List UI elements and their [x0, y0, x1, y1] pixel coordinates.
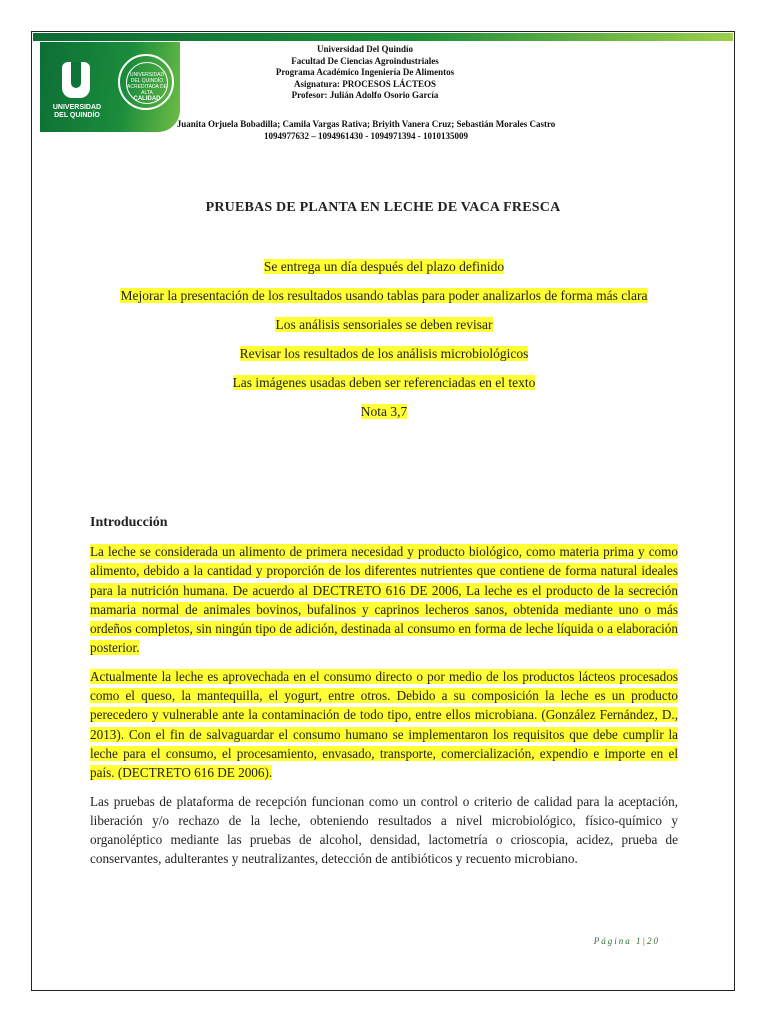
accreditation-seal — [118, 54, 174, 110]
authors-ids: 1094977632 – 1094961430 - 1094971394 - 1010135009 — [264, 130, 468, 141]
header-university: Universidad Del Quindío — [316, 44, 414, 54]
note-item: Revisar los resultados de los análisis microbiológicos — [239, 346, 529, 361]
paragraph-3: Las pruebas de plataforma de recepción funcionan como un control o criterio de calidad para la aceptación, liberación y/o rechazo de la leche, obteniendo resultados a nivel microbiológico, físico-químico y organoléptico mediante las pruebas de alcohol, densidad, lactometría o crioscopia, acidez, prueba de conservantes, adulterantes y neutralizantes, detección de antibióticos y recuento microbiano. — [90, 793, 678, 867]
note-item: Los análisis sensoriales se deben revisar — [275, 317, 493, 332]
header-professor: Profesor: Julián Adolfo Osorio García — [291, 90, 439, 100]
authors-names: Juanita Orjuela Bobadilla; Camila Vargas Rativa; Briyith Vanera Cruz; Sebastián Morales Castro — [176, 119, 556, 129]
header-subject: Asignatura: PROCESOS LÁCTEOS — [293, 78, 437, 89]
university-logo — [40, 42, 180, 132]
seal-line-3: CALIDAD — [133, 96, 161, 102]
seal-line-2: ACREDITADA DE ALTA — [127, 84, 167, 96]
header-band — [33, 33, 733, 41]
logo-university-name: UNIVERSIDAD DEL QUINDÍO — [52, 104, 102, 119]
note-item: Se entrega un día después del plazo definido — [263, 259, 505, 274]
introduction-body — [90, 542, 678, 878]
note-item: Las imágenes usadas deben ser referenciadas en el texto — [232, 375, 536, 390]
section-title-introduccion: Introducción — [90, 515, 168, 530]
document-header — [175, 44, 555, 102]
document-title: PRUEBAS DE PLANTA EN LECHE DE VACA FRESCA — [205, 200, 561, 215]
university-emblem-icon — [62, 62, 90, 98]
accreditation-seal-inner — [126, 62, 168, 104]
authors-block — [176, 119, 556, 142]
seal-line-1: UNIVERSIDAD DEL QUINDÍO — [129, 72, 165, 84]
teacher-notes — [95, 258, 673, 432]
header-program: Programa Académico Ingeniería De Alimentos — [275, 67, 455, 77]
page-number: Página 1|20 — [593, 936, 660, 946]
header-faculty: Facultad De Ciencias Agroindustriales — [291, 55, 439, 66]
paragraph-1: La leche se considerada un alimento de primera necesidad y producto biológico, como materia prima y como alimento, debido a la cantidad y proporción de los diferentes nutrientes que contiene de forma natural ideales para la nutrición humana. De acuerdo al DECTRETO 616 DE 2006, La leche es el producto de la secreción mamaria normal de animales bovinos, bufalinos y caprinos lecheros sanos, obtenida mediante uno o más ordeños completos, sin ningún tipo de adición, destinada al consumo en forma de leche líquida o a elaboración posterior. — [90, 544, 678, 656]
paragraph-2: Actualmente la leche es aprovechada en el consumo directo o por medio de los productos lácteos procesados como el queso, la mantequilla, el yogurt, entre otros. Debido a su composición la leche es un producto perecedero y vulnerable ante la contaminación de todo tipo, entre ellos microbiana. (González Fernández, D., 2013). Con el fin de salvaguardar el consumo humano se implementaron los requisitos que debe cumplir la leche para el consumo, el procesamiento, envasado, transporte, comercialización, expendio e importe en el país. (DECTRETO 616 DE 2006). — [90, 668, 678, 781]
grade-note: Nota 3,7 — [360, 404, 408, 419]
note-item: Mejorar la presentación de los resultados usando tablas para poder analizarlos de forma más clara — [120, 288, 648, 303]
